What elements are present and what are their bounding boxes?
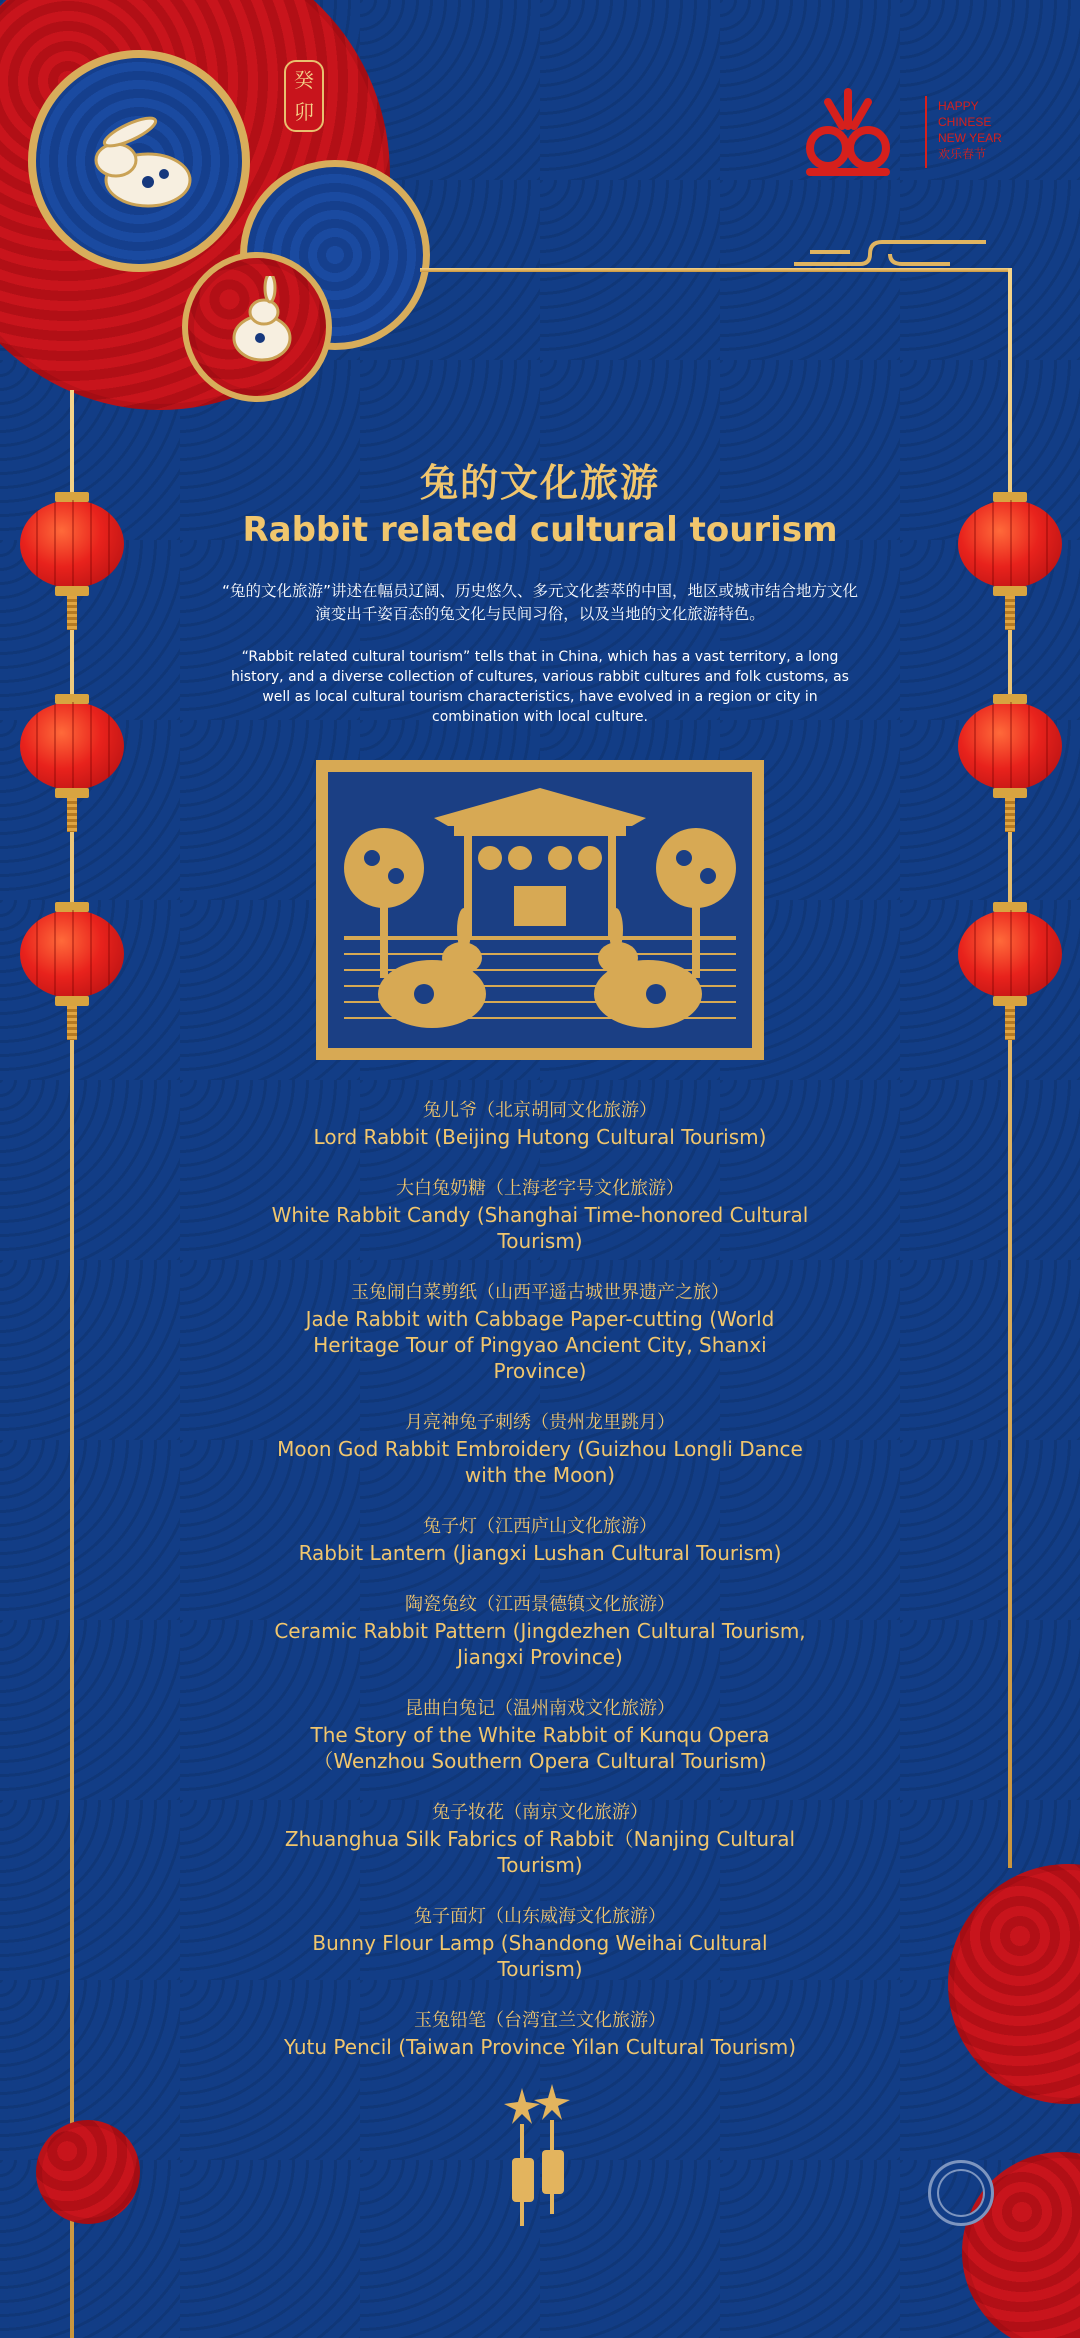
item-en: Bunny Flour Lamp (Shandong Weihai Cultural Tourism) xyxy=(312,1931,768,1981)
list-item xyxy=(270,1176,810,1254)
year-badge xyxy=(284,60,324,132)
cloud-ornament-icon xyxy=(790,234,990,274)
intro-cn: “兔的文化旅游”讲述在幅员辽阔、历史悠久、多元文化荟萃的中国，地区或城市结合地方文化演变出千姿百态的兔文化与民间习俗，以及当地的文化旅游特色。 xyxy=(221,582,859,623)
year-badge-text: 癸卯 xyxy=(294,68,314,124)
item-en: Yutu Pencil (Taiwan Province Yilan Cultural Tourism) xyxy=(283,2035,797,2059)
frame-left-line xyxy=(70,390,74,2338)
page-title-en: Rabbit related cultural tourism xyxy=(242,510,838,550)
item-cn: 兔儿爷（北京胡同文化旅游） xyxy=(423,1100,657,1121)
item-cn: 大白兔奶糖（上海老字号文化旅游） xyxy=(396,1178,684,1199)
item-cn: 月亮神兔子刺绣（贵州龙里跳月） xyxy=(405,1412,675,1433)
page-title-cn: 兔的文化旅游 xyxy=(419,461,660,505)
item-cn: 玉兔闹白菜剪纸（山西平遥古城世界遗产之旅） xyxy=(351,1282,729,1303)
lantern-right-1 xyxy=(958,500,1062,630)
item-cn: 陶瓷兔纹（江西景德镇文化旅游） xyxy=(405,1594,675,1615)
rabbit-icon-small xyxy=(222,276,302,366)
item-cn: 兔子面灯（山东威海文化旅游） xyxy=(414,1906,666,1927)
list-item xyxy=(270,1592,810,1670)
list-item xyxy=(270,2008,810,2060)
logo-line-4: 欢乐春节 xyxy=(938,147,987,161)
lantern-left-1 xyxy=(20,500,124,630)
list-item xyxy=(270,1696,810,1774)
lantern-bottom-icon xyxy=(500,2084,580,2234)
item-cn: 兔子妆花（南京文化旅游） xyxy=(432,1802,648,1823)
list-item xyxy=(270,1098,810,1150)
logo-line-1: HAPPY xyxy=(938,99,979,113)
intro-en: “Rabbit related cultural tourism” tells that in China, which has a vast territory, a long history, and a diverse collection of cultures, various rabbit cultures and folk customs, as well as local cultural tourism characteristics, have evolved in a region or city in combination with local culture. xyxy=(231,649,849,725)
item-en: White Rabbit Candy (Shanghai Time-honored Cultural Tourism) xyxy=(271,1203,809,1253)
logo-line-3: NEW YEAR xyxy=(938,131,1002,145)
paper-cut-illustration xyxy=(314,758,766,1062)
lantern-right-3 xyxy=(958,910,1062,1040)
item-en: Rabbit Lantern (Jiangxi Lushan Cultural Tourism) xyxy=(298,1541,782,1565)
ring-ornament xyxy=(928,2160,994,2226)
list-item xyxy=(270,1280,810,1384)
item-en: Zhuanghua Silk Fabrics of Rabbit（Nanjing Cultural Tourism) xyxy=(284,1827,796,1877)
rabbit-icon xyxy=(88,112,198,212)
lantern-left-3 xyxy=(20,910,124,1040)
logo-text xyxy=(938,98,1002,162)
item-cn: 兔子灯（江西庐山文化旅游） xyxy=(423,1516,657,1537)
bottom-right-red-disc xyxy=(948,1864,1080,2104)
list-item xyxy=(270,1514,810,1566)
happy-new-year-logo-icon xyxy=(798,86,898,180)
list-item xyxy=(270,1800,810,1878)
item-cn: 昆曲白兔记（温州南戏文化旅游） xyxy=(405,1698,675,1719)
list-item xyxy=(270,1904,810,1982)
item-en: Jade Rabbit with Cabbage Paper-cutting (World Heritage Tour of Pingyao Ancient City, Shanxi Province) xyxy=(305,1307,775,1383)
logo-divider xyxy=(925,96,927,168)
lantern-right-2 xyxy=(958,702,1062,832)
item-en: Lord Rabbit (Beijing Hutong Cultural Tourism) xyxy=(313,1125,767,1149)
list-item xyxy=(270,1410,810,1488)
logo-line-2: CHINESE xyxy=(938,115,992,129)
item-cn: 玉兔铅笔（台湾宜兰文化旅游） xyxy=(414,2010,666,2031)
item-en: Moon God Rabbit Embroidery (Guizhou Longli Dance with the Moon) xyxy=(277,1437,803,1487)
bottom-left-red-disc xyxy=(36,2120,140,2224)
item-en: Ceramic Rabbit Pattern (Jingdezhen Cultural Tourism, Jiangxi Province) xyxy=(274,1619,806,1669)
lantern-left-2 xyxy=(20,702,124,832)
item-en: The Story of the White Rabbit of Kunqu Opera（Wenzhou Southern Opera Cultural Tourism) xyxy=(310,1723,770,1773)
